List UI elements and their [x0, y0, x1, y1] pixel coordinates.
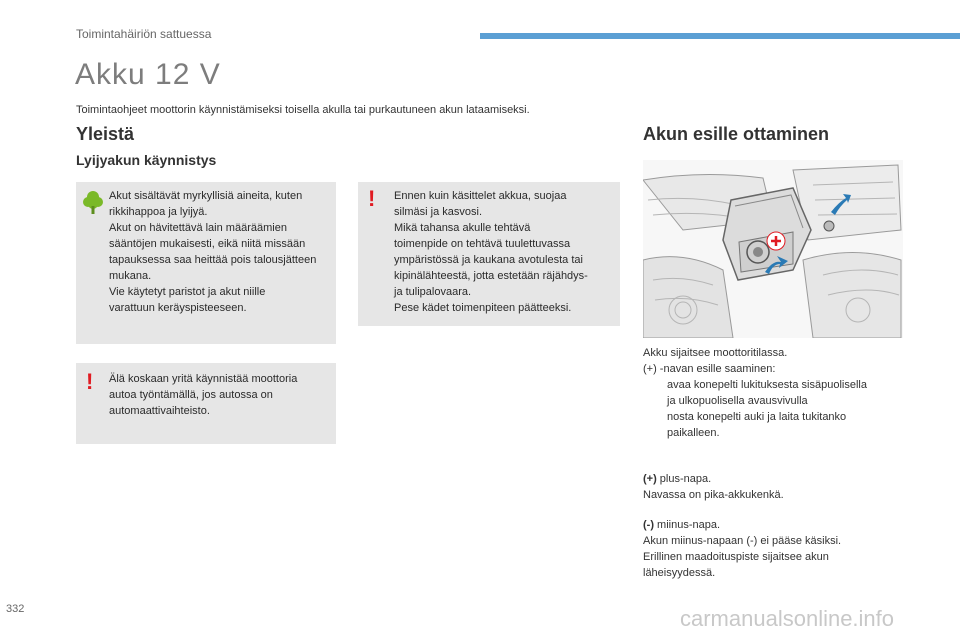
text-line: sääntöjen mukaisesti, eikä niitä missään	[109, 238, 306, 250]
section-title: Toimintahäiriön sattuessa	[76, 27, 212, 41]
text-line: rikkihappoa ja lyijyä.	[109, 206, 208, 218]
push-start-warning-box	[76, 363, 336, 444]
text-line: mukana.	[109, 270, 152, 282]
safety-warning-box	[358, 182, 620, 326]
text-line: Ennen kuin käsittelet akkua, suojaa	[394, 190, 567, 202]
minus-terminal-text: miinus-napa.	[654, 519, 721, 531]
text-line: tapauksessa saa heittää pois talousjätteen	[109, 254, 317, 266]
battery-location-text: Akku sijaitsee moottoritilassa.	[643, 347, 788, 359]
environment-text	[109, 188, 316, 316]
text-line: ympäristössä ja kaukana avotulesta tai	[394, 254, 583, 266]
lead-acid-subheading: Lyijyakun käynnistys	[76, 152, 217, 168]
battery-access-heading: Akun esille ottaminen	[643, 124, 830, 144]
text-line: automaattivaihteisto.	[109, 405, 210, 417]
text-line: Akut on hävitettävä lain määräämien	[109, 222, 287, 234]
environment-box	[76, 182, 336, 344]
general-heading: Yleistä	[76, 124, 135, 144]
access-steps	[643, 377, 867, 441]
exclamation-icon: !	[86, 369, 94, 394]
watermark: carmanualsonline.info	[680, 606, 895, 631]
minus-terminal-block	[643, 517, 841, 581]
page-title: Akku 12 V	[75, 58, 221, 91]
push-start-warning-text	[109, 371, 297, 419]
plus-terminal-block	[643, 471, 784, 503]
step-text: avaa konepelti lukituksesta sisäpuolisella	[667, 379, 867, 391]
step-1-continued: ja ulkopuolisella avausvivulla	[667, 395, 808, 407]
text-line: Älä koskaan yritä käynnistää moottoria	[109, 373, 298, 385]
plus-access-intro: (+) -navan esille saaminen:	[643, 363, 776, 375]
header-accent-bar	[480, 33, 960, 39]
plus-terminal-line	[643, 471, 784, 487]
plus-symbol: (+)	[643, 473, 657, 485]
step-2-continued: paikalleen.	[667, 427, 720, 439]
exclamation-icon: !	[368, 186, 376, 211]
text-line: kipinälähteestä, jotta estetään räjähdys-	[394, 270, 588, 282]
text-line: Pese kädet toimenpiteen päätteeksi.	[394, 302, 572, 314]
minus-symbol: (-)	[643, 519, 654, 531]
text-line: Akut sisältävät myrkyllisiä aineita, kuten	[109, 190, 303, 202]
text-line: silmäsi ja kasvosi.	[394, 206, 483, 218]
text-line: varattuun keräyspisteeseen.	[109, 302, 247, 314]
minus-terminal-detail: Akun miinus-napaan (-) ei pääse käsiksi.	[643, 535, 842, 547]
step-1	[643, 377, 867, 393]
plus-terminal-text: plus-napa.	[656, 473, 712, 485]
text-line: autoa työntämällä, jos autossa on	[109, 389, 273, 401]
plus-terminal-detail: Navassa on pika-akkukenkä.	[643, 489, 784, 501]
text-line: toimenpide on tehtävä tuulettuvassa	[394, 238, 571, 250]
text-line: Mikä tahansa akulle tehtävä	[394, 222, 531, 234]
minus-terminal-detail: Erillinen maadoituspiste sijaitsee akun	[643, 551, 829, 563]
minus-terminal-detail: läheisyydessä.	[643, 567, 716, 579]
step-text: nosta konepelti auki ja laita tukitanko	[667, 411, 847, 423]
page-number: 332	[6, 603, 25, 615]
engine-bay-illustration	[643, 160, 903, 338]
intro-text: Toimintaohjeet moottorin käynnistämiseksi toisella akulla tai purkautuneen akun lataamiseksi.	[76, 104, 530, 116]
minus-terminal-line	[643, 517, 841, 533]
tree-icon	[83, 190, 103, 214]
step-2	[643, 409, 867, 425]
text-line: ja tulipalovaara.	[394, 286, 472, 298]
text-line: Vie käytetyt paristot ja akut niille	[109, 286, 266, 298]
safety-warning-text	[394, 188, 588, 316]
